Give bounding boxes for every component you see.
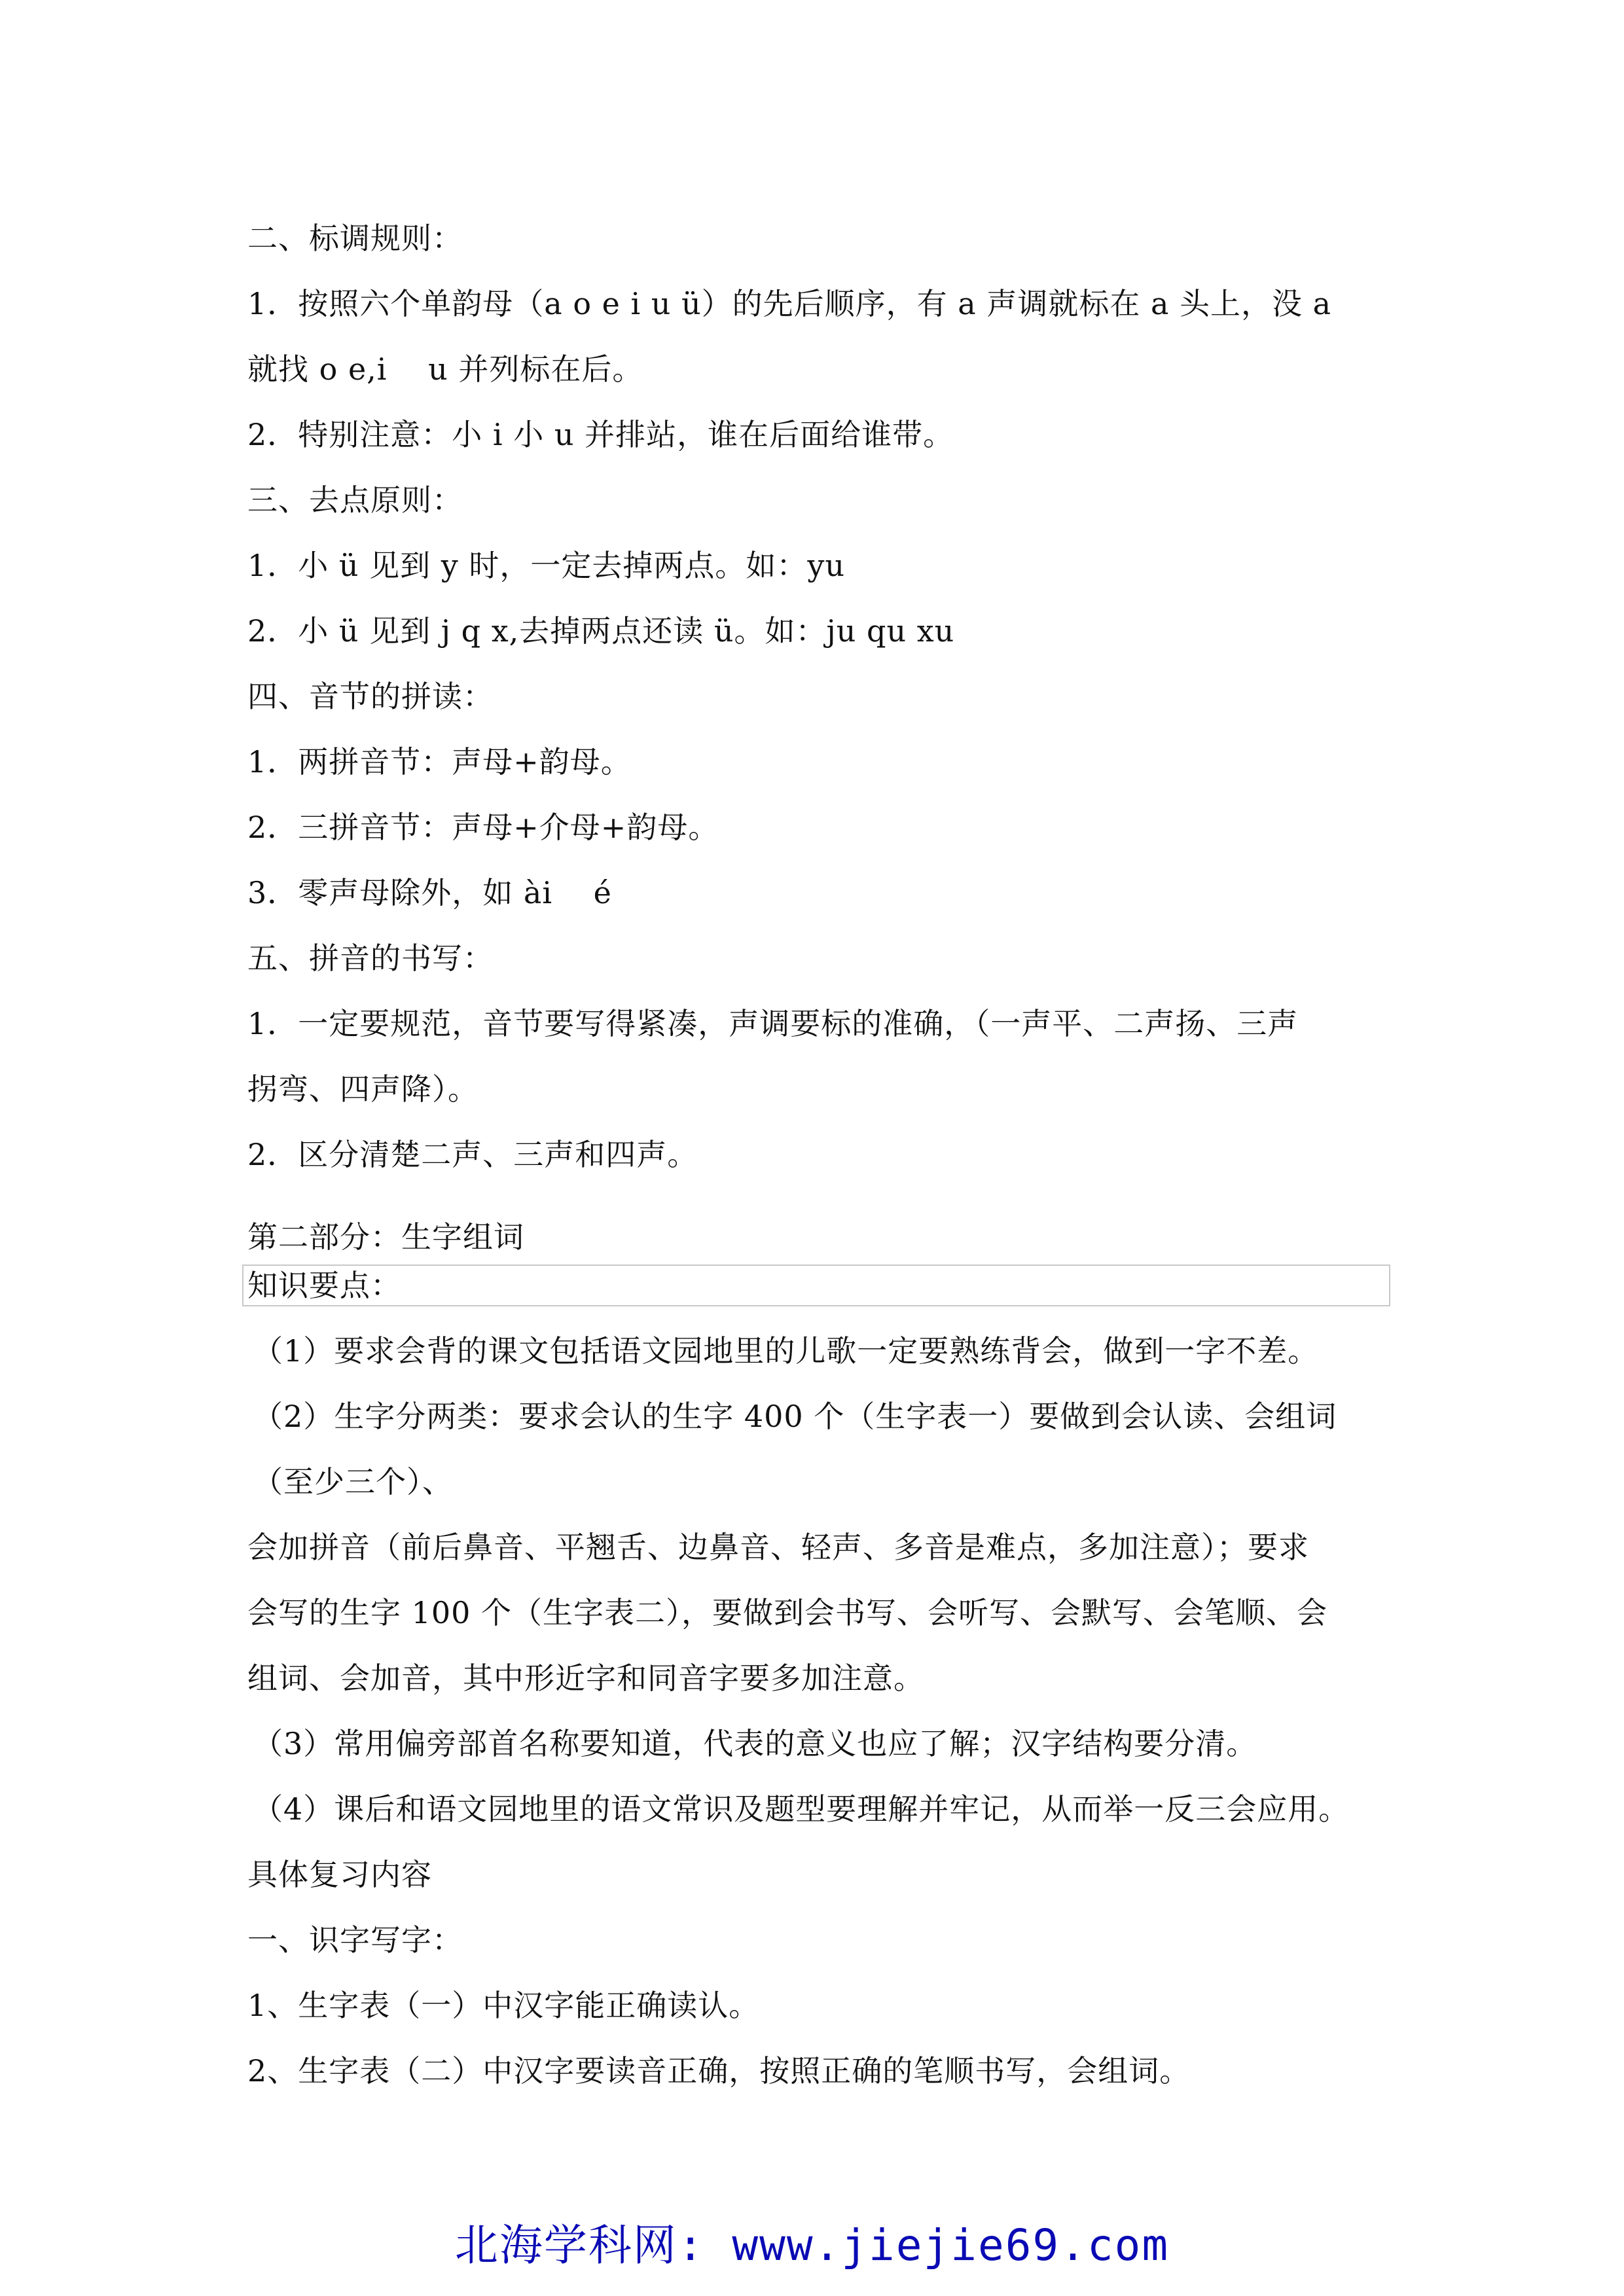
knowledge-point-2-detail-1: 会加拼音（前后鼻音、平翘舌、边鼻音、轻声、多音是难点，多加注意）；要求: [247, 1530, 1309, 1565]
knowledge-point-2: （2）生字分两类：要求会认的生字 400 个（生字表一）要做到会认读、会组词: [253, 1399, 1337, 1434]
heading-pinyin-writing: 五、拼音的书写：: [247, 941, 494, 976]
syllable-rule-3: 3．零声母除外，如 ài é: [247, 875, 612, 910]
heading-syllable-reading: 四、音节的拼读：: [247, 679, 494, 714]
heading-literacy-writing: 一、识字写字：: [247, 1922, 463, 1958]
dot-rule-2: 2．小 ü 见到 j q x,去掉两点还读 ü。如：ju qu xu: [247, 613, 955, 649]
syllable-rule-2: 2．三拼音节：声母+介母+韵母。: [247, 810, 719, 845]
knowledge-points-label: 知识要点：: [247, 1268, 401, 1303]
knowledge-point-1: （1）要求会背的课文包括语文园地里的儿歌一定要熟练背会，做到一字不差。: [253, 1333, 1319, 1369]
knowledge-point-2-cont: （至少三个）、: [253, 1464, 453, 1499]
tone-rule-1: 1．按照六个单韵母（a o e i u ü）的先后顺序，有 a 声调就标在 a 头上，没 a: [247, 286, 1332, 321]
syllable-rule-1: 1．两拼音节：声母+韵母。: [247, 744, 632, 780]
dot-rule-1: 1．小 ü 见到 y 时，一定去掉两点。如：yu: [247, 548, 845, 583]
knowledge-point-4: （4）课后和语文园地里的语文常识及题型要理解并牢记，从而举一反三会应用。: [253, 1791, 1350, 1827]
literacy-item-2: 2、生字表（二）中汉字要读音正确，按照正确的笔顺书写，会组词。: [247, 2053, 1191, 2089]
footer-watermark: 北海学科网: www.jiejie69.com: [454, 2220, 1170, 2270]
heading-dot-removal: 三、去点原则：: [247, 482, 463, 518]
writing-rule-1-cont: 拐弯、四声降）。: [247, 1071, 478, 1107]
writing-rule-1: 1．一定要规范，音节要写得紧凑，声调要标的准确，（一声平、二声扬、三声: [247, 1006, 1299, 1041]
literacy-item-1: 1、生字表（一）中汉字能正确读认。: [247, 1988, 760, 2023]
heading-tone-rules: 二、标调规则：: [247, 221, 463, 256]
tone-rule-1-cont: 就找 o e,i u 并列标在后。: [247, 351, 643, 387]
knowledge-point-2-detail-2: 会写的生字 100 个（生字表二），要做到会书写、会听写、会默写、会笔顺、会: [247, 1595, 1328, 1630]
knowledge-point-2-detail-3: 组词、会加音，其中形近字和同音字要多加注意。: [247, 1660, 924, 1696]
knowledge-point-3: （3）常用偏旁部首名称要知道，代表的意义也应了解；汉字结构要分清。: [253, 1726, 1257, 1761]
tone-rule-2: 2．特别注意：小 i 小 u 并排站，谁在后面给谁带。: [247, 417, 954, 452]
part-two-title: 第二部分：生字组词: [247, 1219, 524, 1255]
writing-rule-2: 2．区分清楚二声、三声和四声。: [247, 1137, 698, 1172]
review-content-title: 具体复习内容: [247, 1857, 432, 1892]
